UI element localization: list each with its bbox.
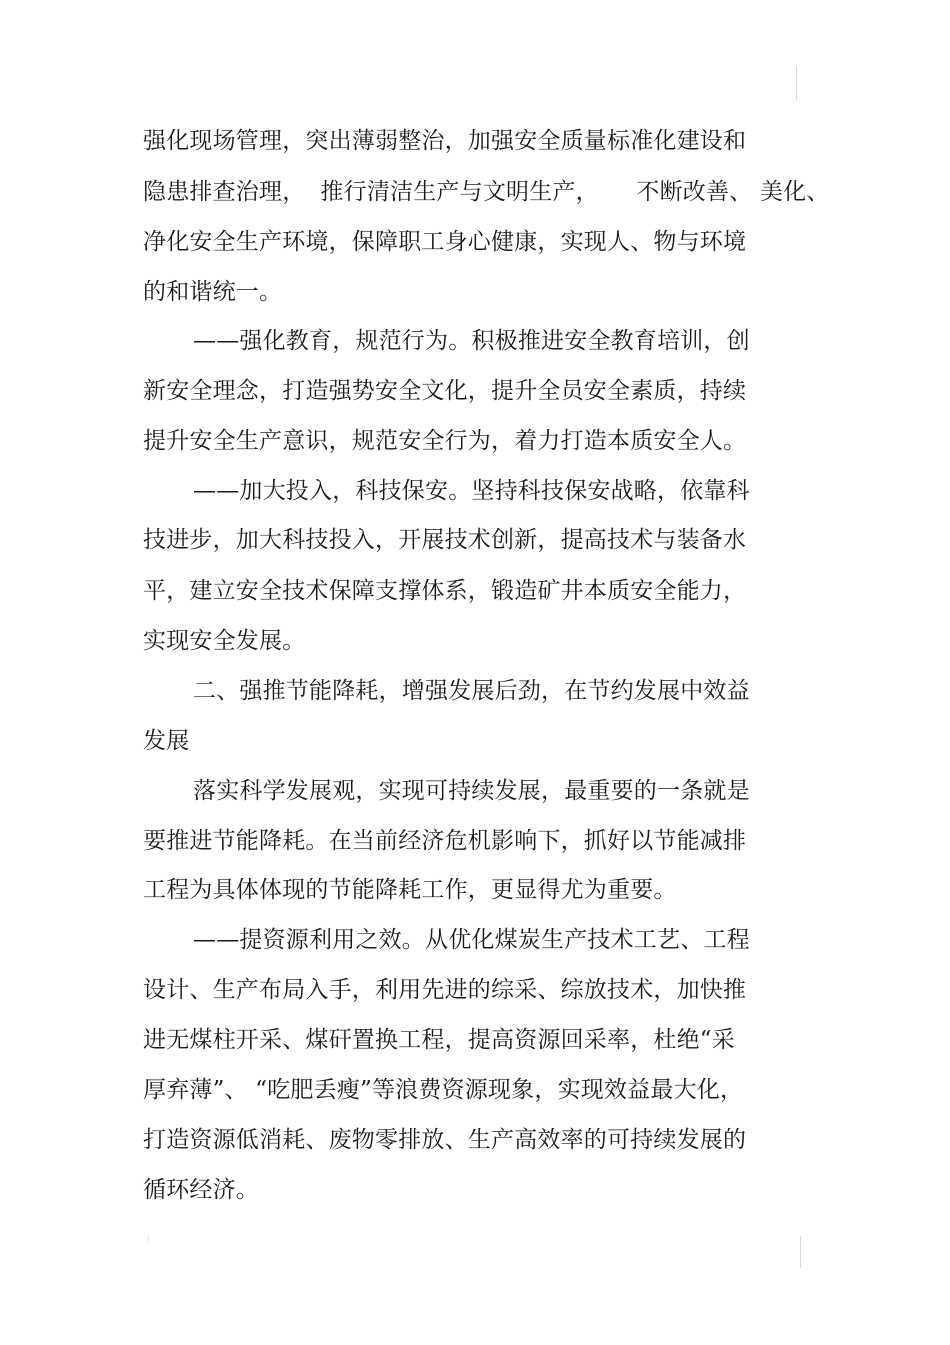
- text-line-5: ——强化教育，规范行为。积极推进安全教育培训，创: [193, 328, 750, 354]
- text-line-1: 强化现场管理，突出薄弱整治，加强安全质量标准化建设和: [143, 128, 747, 154]
- section-heading-line-2: 发展: [143, 728, 190, 754]
- text-line-3: 净化安全生产环境，保障职工身心健康，实现人、物与环境: [143, 229, 747, 255]
- text-line-20: 厚弃薄”、 “吃肥丢瘦”等浪费资源现象，实现效益最大化，: [143, 1077, 744, 1103]
- text-line-9: 技进步，加大科技投入，开展技术创新，提高技术与装备水: [143, 527, 747, 553]
- text-line-17: ——提资源利用之效。从优化煤炭生产技术工艺、工程: [193, 927, 750, 953]
- text-line-8: ——加大投入，科技保安。坚持科技保安战略，依靠科: [193, 478, 750, 504]
- text-line-2: 隐患排查治理， 推行清洁生产与文明生产， 不断改善、 美化、: [143, 179, 830, 205]
- page-edge-mark-top: [796, 66, 797, 100]
- text-line-21: 打造资源低消耗、废物零排放、生产高效率的可持续发展的: [143, 1127, 747, 1153]
- text-line-10: 平，建立安全技术保障支撑体系，锻造矿井本质安全能力，: [143, 578, 747, 604]
- text-line-7: 提升安全生产意识，规范安全行为，着力打造本质安全人。: [143, 428, 747, 454]
- text-line-14: 落实科学发展观，实现可持续发展，最重要的一条就是: [193, 778, 750, 804]
- text-line-16: 工程为具体体现的节能降耗工作，更显得尤为重要。: [143, 877, 677, 903]
- text-line-15: 要推进节能降耗。在当前经济危机影响下，抓好以节能减排: [143, 828, 747, 854]
- page-edge-mark-bottom-left: [148, 1236, 149, 1242]
- text-line-6: 新安全理念，打造强势安全文化，提升全员安全素质，持续: [143, 378, 747, 404]
- text-line-22: 循环经济。: [143, 1177, 259, 1203]
- text-line-4: 的和谐统一。: [143, 279, 283, 305]
- text-line-18: 设计、生产布局入手，利用先进的综采、综放技术，加快推: [143, 977, 747, 1003]
- text-line-11: 实现安全发展。: [143, 628, 306, 654]
- page-edge-mark-bottom: [800, 1236, 801, 1268]
- section-heading-line-1: 二、强推节能降耗，增强发展后劲，在节约发展中效益: [193, 678, 750, 704]
- text-line-19: 进无煤柱开采、煤矸置换工程，提高资源回采率，杜绝“采: [143, 1027, 735, 1053]
